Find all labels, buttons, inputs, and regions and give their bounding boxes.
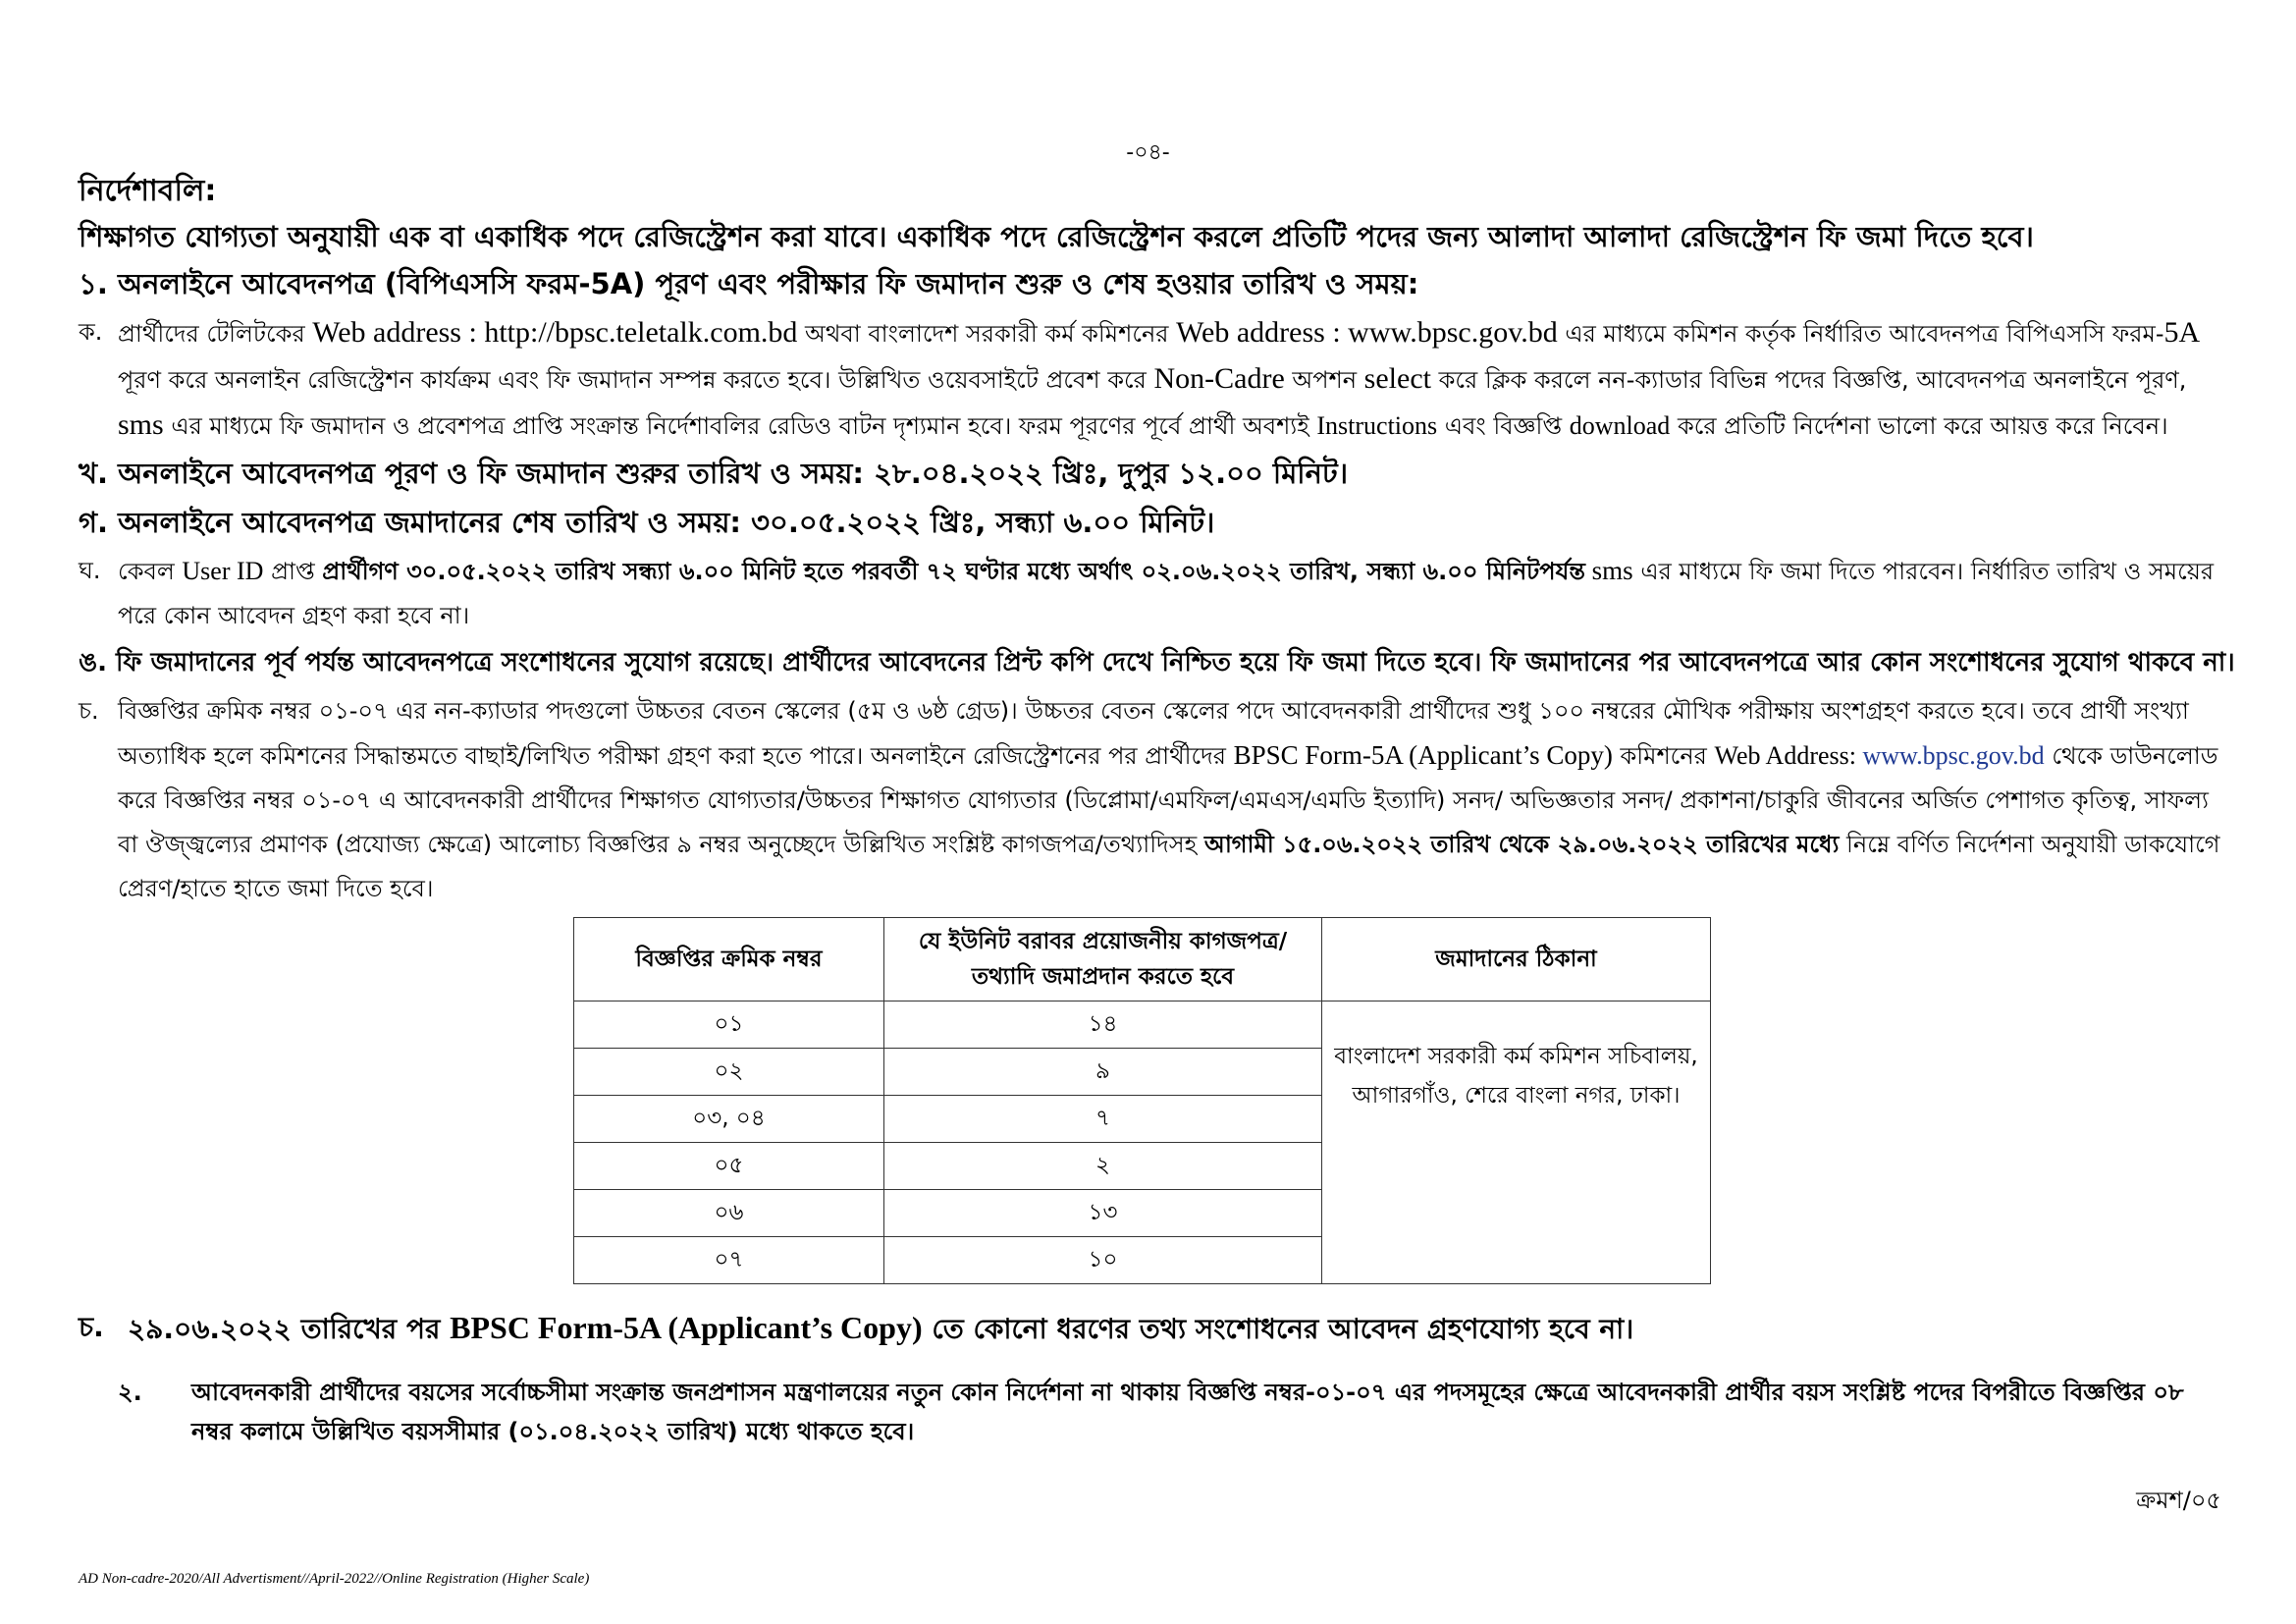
- item-cha-2-marker: চ.: [79, 1311, 104, 1343]
- table-cell: ০৭: [574, 1237, 884, 1284]
- table-cell: ০২: [574, 1049, 884, 1096]
- table-header: যে ইউনিট বরাবর প্রয়োজনীয় কাগজপত্র/তথ্যাদি জমাপ্রদান করতে হবে: [884, 918, 1322, 1001]
- table-row: [574, 1001, 1711, 1049]
- submission-address: বাংলাদেশ সরকারী কর্ম কমিশন সচিবালয়, আগারগাঁও, শেরে বাংলা নগর, ঢাকা।: [1322, 1001, 1711, 1284]
- footer-reference: AD Non-cadre-2020/All Advertisment//April-2022//Online Registration (Higher Scale): [79, 1571, 590, 1587]
- table-cell: ১৪: [884, 1001, 1322, 1049]
- item-cha-marker: চ.: [79, 697, 99, 725]
- table-cell: ৭: [884, 1096, 1322, 1143]
- item-ga: গ. অনলাইনে আবেদনপত্র জমাদানের শেষ তারিখ ও সময়: ৩০.০৫.২০২২ খ্রিঃ, সন্ধ্যা ৬.০০ মিনিট।: [79, 506, 1215, 539]
- section-2: [79, 1373, 2228, 1451]
- table-cell: ২: [884, 1143, 1322, 1190]
- submission-table: [573, 917, 1711, 1284]
- section-1-text: অনলাইনে আবেদনপত্র (বিপিএসসি ফরম-5A) পূরণ এবং পরীক্ষার ফি জমাদান শুরু ও শেষ হওয়ার তারিখ ও সময়:: [117, 267, 1419, 300]
- item-ka-marker: ক.: [79, 318, 103, 346]
- table-header: বিজ্ঞপ্তির ক্রমিক নম্বর: [574, 918, 884, 1001]
- item-kha: খ. অনলাইনে আবেদনপত্র পূরণ ও ফি জমাদান শুরুর তারিখ ও সময়: ২৮.০৪.২০২২ খ্রিঃ, দুপুর ১২.০০ মিনিট।: [79, 457, 1349, 490]
- section-2-text: আবেদনকারী প্রার্থীদের বয়সের সর্বোচ্চসীমা সংক্রান্ত জনপ্রশাসন মন্ত্রণালয়ের নতুন কোন নির্দেশনা না থাকায় বিজ্ঞপ্তি নম্বর-০১-০৭ এর পদসমূহের ক্ষেত্রে আবেদনকারী প্রার্থীর বয়স সংশ্লিষ্ট পদের বিপরীতে বিজ্ঞপ্তির ০৮ নম্বর কলামে উল্লিখিত বয়সসীমার (০১.০৪.২০২২ তারিখ) মধ্যে থাকতে হবে।: [191, 1379, 2184, 1445]
- table-header: জমাদানের ঠিকানা: [1322, 918, 1711, 1001]
- item-ka: [79, 310, 2228, 449]
- item-cha-body: বিজ্ঞপ্তির ক্রমিক নম্বর ০১-০৭ এর নন-ক্যাডার পদগুলো উচ্চতর বেতন স্কেলের (৫ম ও ৬ষ্ঠ গ্রেড)। উচ্চতর বেতন স্কেলের পদে আবেদনকারী প্রার্থীদের শুধু ১০০ নম্বরের মৌখিক পরীক্ষায় অংশগ্রহণ করতে হবে। তবে প্রার্থী সংখ্যা অত্যাধিক হলে কমিশনের সিদ্ধান্তমতে বাছাই/লিখিত পরীক্ষা গ্রহণ করা হতে পারে। অনলাইনে রেজিস্ট্রেশনের পর প্রার্থীদের BPSC Form-5A (Applicant’s Copy) কমিশনের Web Address: www.bpsc.gov.bd থেকে ডাউনলোড করে বিজ্ঞপ্তির নম্বর ০১-০৭ এ আবেদনকারী প্রার্থীদের শিক্ষাগত যোগ্যতার/উচ্চতর শিক্ষাগত যোগ্যতার (ডিপ্লোমা/এমফিল/এমএস/এমডি ইত্যাদি) সনদ/ অভিজ্ঞতার সনদ/ প্রকাশনা/চাকুরি জীবনের অর্জিত পেশাগত কৃতিত্ব, সাফল্য বা ঔজ্জ্বল্যের প্রমাণক (প্রযোজ্য ক্ষেত্রে) আলোচ্য বিজ্ঞপ্তির ৯ নম্বর অনুচ্ছেদে উল্লিখিত সংশ্লিষ্ট কাগজপত্র/তথ্যাদিসহ আগামী ১৫.০৬.২০২২ তারিখ থেকে ২৯.০৬.২০২২ তারিখের মধ্যে নিম্নে বর্ণিত নির্দেশনা অনুযায়ী ডাকযোগে প্রেরণ/হাতে হাতে জমা দিতে হবে।: [118, 697, 2220, 902]
- item-cha-2: [79, 1308, 2228, 1349]
- teletalk-web-address: Web address : http://bpsc.teletalk.com.bd: [312, 316, 798, 349]
- table-cell: ০৬: [574, 1190, 884, 1237]
- item-gha-marker: ঘ.: [79, 557, 101, 584]
- table-cell: ০৩, ০৪: [574, 1096, 884, 1143]
- instructions-title: নির্দেশাবলি:: [79, 174, 217, 208]
- table-cell: ০৫: [574, 1143, 884, 1190]
- section-1-title: [79, 261, 2228, 306]
- section-1-marker: ১.: [79, 267, 108, 300]
- instructions-content: [79, 169, 2235, 1451]
- table-header-row: [574, 918, 1711, 1001]
- bpsc-web-address: Web address : www.bpsc.gov.bd: [1176, 316, 1558, 349]
- section-2-marker: ২.: [118, 1379, 142, 1406]
- item-uo: ঙ. ফি জমাদানের পূর্ব পর্যন্ত আবেদনপত্রে সংশোধনের সুযোগ রয়েছে। প্রার্থীদের আবেদনের প্রিন্ট কপি দেখে নিশ্চিত হয়ে ফি জমা দিতে হবে। ফি জমাদানের পর আবেদনপত্রে আর কোন সংশোধনের সুযোগ থাকবে না।: [79, 648, 2235, 677]
- item-gha-body: কেবল User ID প্রাপ্ত প্রার্থীগণ ৩০.০৫.২০২২ তারিখ সন্ধ্যা ৬.০০ মিনিট হতে পরবর্তী ৭২ ঘণ্টার মধ্যে অর্থাৎ ০২.০৬.২০২২ তারিখ, সন্ধ্যা ৬.০০ মিনিটপর্যন্ত sms এর মাধ্যমে ফি জমা দিতে পারবেন। নির্ধারিত তারিখ ও সময়ের পরে কোন আবেদন গ্রহণ করা হবে না।: [118, 556, 2215, 629]
- item-gha: [79, 549, 2228, 638]
- item-cha: [79, 689, 2228, 911]
- page-number: -০৪-: [1126, 140, 1170, 165]
- bpsc-url-link[interactable]: www.bpsc.gov.bd: [1862, 741, 2045, 770]
- table-cell: ০১: [574, 1001, 884, 1049]
- item-cha-2-body: ২৯.০৬.২০২২ তারিখের পর BPSC Form-5A (Applicant’s Copy) তে কোনো ধরণের তথ্য সংশোধনের আবেদন গ্রহণযোগ্য হবে না।: [128, 1310, 1634, 1345]
- table-cell: ১৩: [884, 1190, 1322, 1237]
- item-ka-body: প্রার্থীদের টেলিটকের Web address : http://bpsc.teletalk.com.bd অথবা বাংলাদেশ সরকারী কর্ম কমিশনের Web address : www.bpsc.gov.bd এর মাধ্যমে কমিশন কর্তৃক নির্ধারিত আবেদনপত্র বিপিএসসি ফরম-5A পূরণ করে অনলাইন রেজিস্ট্রেশন কার্যক্রম এবং ফি জমাদান সম্পন্ন করতে হবে। উল্লিখিত ওয়েবসাইটে প্রবেশ করে Non-Cadre অপশন select করে ক্লিক করলে নন-ক্যাডার বিভিন্ন পদের বিজ্ঞপ্তি, আবেদনপত্র অনলাইনে পূরণ, sms এর মাধ্যমে ফি জমাদান ও প্রবেশপত্র প্রাপ্তি সংক্রান্ত নির্দেশাবলির রেডিও বাটন দৃশ্যমান হবে। ফরম পূরণের পূর্বে প্রার্থী অবশ্যই Instructions এবং বিজ্ঞপ্তি download করে প্রতিটি নির্দেশনা ভালো করে আয়ত্ত করে নিবেন।: [118, 316, 2201, 441]
- table-cell: ৯: [884, 1049, 1322, 1096]
- continued-note: ক্রমশ/০৫: [2136, 1487, 2221, 1514]
- table-cell: ১০: [884, 1237, 1322, 1284]
- intro-text: শিক্ষাগত যোগ্যতা অনুযায়ী এক বা একাধিক পদে রেজিস্ট্রেশন করা যাবে। একাধিক পদে রেজিস্ট্রেশন করলে প্রতিটি পদের জন্য আলাদা আলাদা রেজিস্ট্রেশন ফি জমা দিতে হবে।: [79, 220, 2034, 253]
